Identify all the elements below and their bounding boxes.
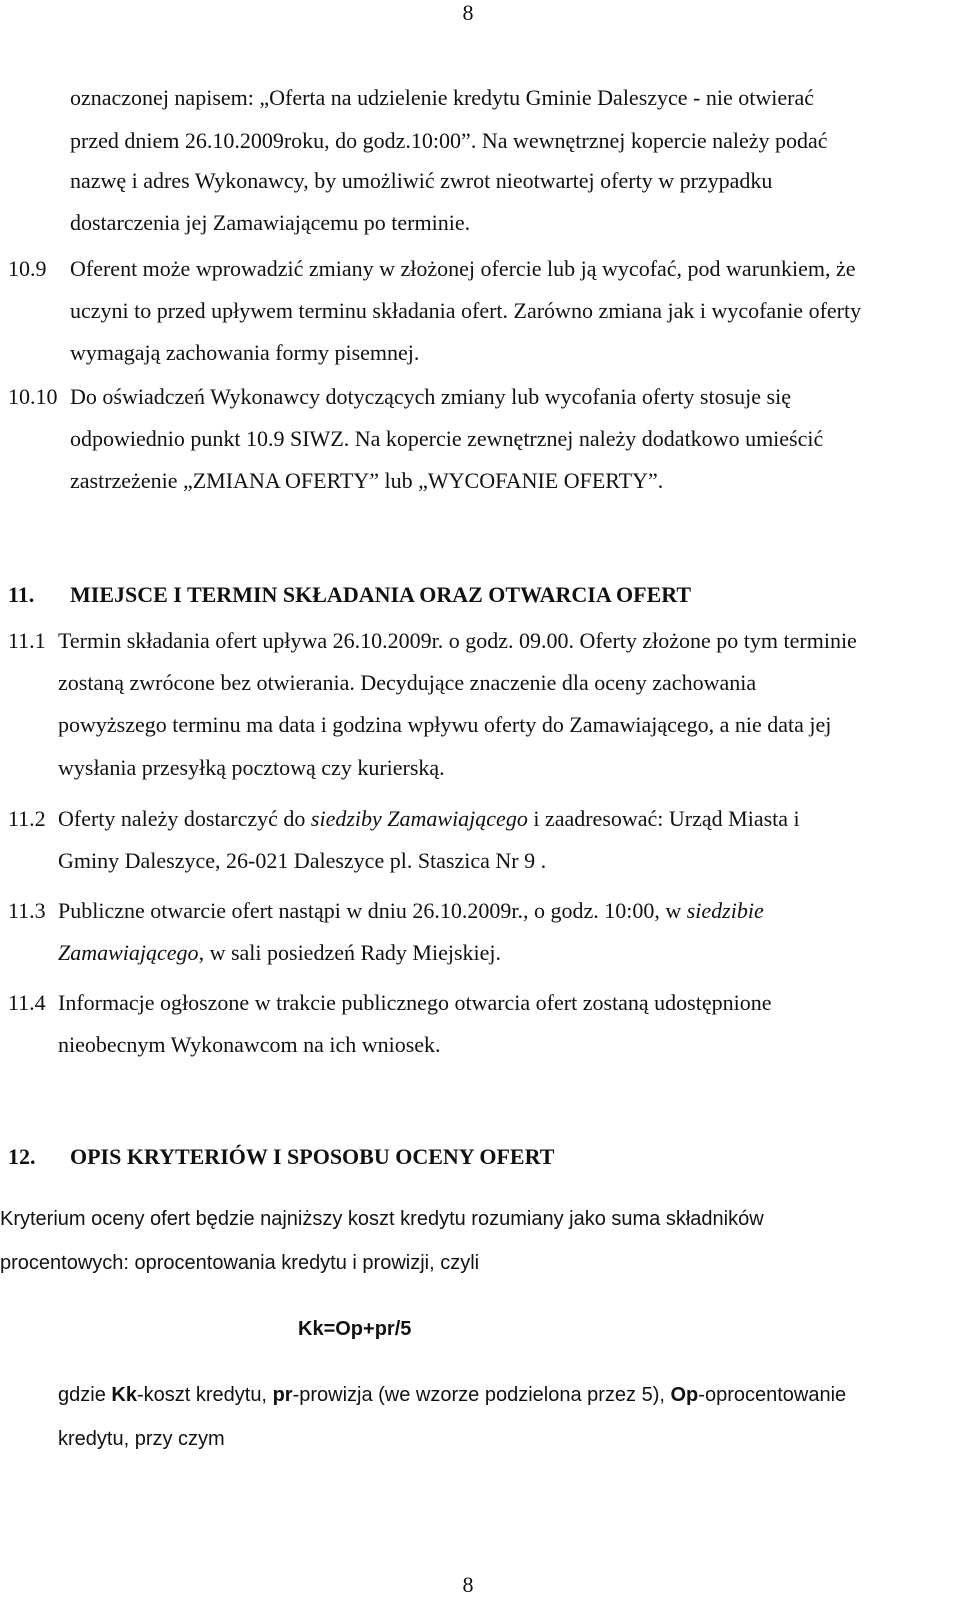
s11-3-line-1 [58, 898, 764, 924]
heading-12-number: 12. [8, 1144, 36, 1169]
intro-line-1 [70, 85, 938, 111]
s11-1-line-1: Termin składania ofert upływa 26.10.2009r. o godz. 09.00. Oferty złożone po tym terminie [58, 628, 857, 653]
symbol-pr: pr [272, 1384, 293, 1406]
text: Oferty należy dostarczyć do [58, 806, 311, 831]
intro-line-3: nazwę i adres Wykonawcy, by umożliwić zwrot nieotwartej oferty w przypadku [70, 168, 773, 193]
section-number-11-4: 11.4 [8, 990, 46, 1015]
text: Publiczne otwarcie ofert nastąpi w dniu 26.10.2009r., o godz. 10:00, w [58, 898, 687, 923]
criteria-last-line: kredytu, przy czym [58, 1428, 225, 1450]
italic-text: siedzibie [686, 898, 764, 923]
text: oznaczonej napisem: „Oferta na udzielenie kredytu Gminie Daleszyce - nie otwierać [70, 85, 814, 110]
section-number-11-2: 11.2 [8, 806, 46, 831]
s11-2-line-2: Gminy Daleszyce, 26-021 Daleszyce pl. Staszica Nr 9 . [58, 848, 547, 873]
s10-9-line-2: uczyni to przed upływem terminu składania ofert. Zarówno zmiana jak i wycofanie oferty [70, 298, 862, 323]
s11-4-line-1: Informacje ogłoszone w trakcie publicznego otwarcia ofert zostaną udostępnione [58, 990, 772, 1015]
s11-3-line-2 [58, 940, 501, 966]
intro-line-4: dostarczenia jej Zamawiającemu po terminie. [70, 210, 471, 235]
text: -oprocentowanie [698, 1384, 847, 1406]
formula: Kk=Op+pr/5 [298, 1318, 412, 1340]
text: gdzie [58, 1384, 112, 1406]
symbol-kk: Kk [111, 1384, 137, 1406]
italic-text: siedziby Zamawiającego [310, 806, 528, 831]
heading-12-title: OPIS KRYTERIÓW I SPOSOBU OCENY OFERT [70, 1144, 555, 1169]
s10-9-line-3: wymagają zachowania formy pisemnej. [70, 340, 420, 365]
s11-4-line-2: nieobecnym Wykonawcom na ich wniosek. [58, 1032, 441, 1057]
page-number-top: 8 [462, 0, 474, 25]
symbol-op: Op [670, 1384, 699, 1406]
s11-1-line-2: zostaną zwrócone bez otwierania. Decydujące znaczenie dla oceny zachowania [58, 670, 757, 695]
s11-1-line-3: powyższego terminu ma data i godzina wpływu oferty do Zamawiającego, a nie data jej [58, 712, 832, 737]
criteria-where-line [58, 1384, 846, 1407]
s10-10-line-2: odpowiednio punkt 10.9 SIWZ. Na kopercie zewnętrznej należy dodatkowo umieścić [70, 426, 824, 451]
s10-10-line-3: zastrzeżenie „ZMIANA OFERTY” lub „WYCOFANIE OFERTY”. [70, 468, 664, 493]
page-number-bottom: 8 [462, 1572, 474, 1597]
text: , w sali posiedzeń Rady Miejskiej. [198, 940, 502, 965]
text: -koszt kredytu, [136, 1384, 273, 1406]
s11-2-line-1 [58, 806, 800, 832]
s10-10-line-1: Do oświadczeń Wykonawcy dotyczących zmiany lub wycofania oferty stosuje się [70, 384, 791, 409]
s11-1-line-4: wysłania przesyłką pocztową czy kurierską. [58, 755, 445, 780]
heading-11-title: MIEJSCE I TERMIN SKŁADANIA ORAZ OTWARCIA OFERT [70, 582, 692, 607]
section-number-11-3: 11.3 [8, 898, 46, 923]
criteria-line-1: Kryterium oceny ofert będzie najniższy koszt kredytu rozumiany jako suma składników [0, 1208, 764, 1230]
italic-text: Zamawiającego [58, 940, 199, 965]
section-number-10-10: 10.10 [8, 384, 58, 409]
text: i zaadresować: Urząd Miasta i [527, 806, 800, 831]
criteria-line-2: procentowych: oprocentowania kredytu i prowizji, czyli [0, 1252, 480, 1274]
section-number-10-9: 10.9 [8, 256, 47, 281]
section-number-11-1: 11.1 [8, 628, 46, 653]
intro-line-2: przed dniem 26.10.2009roku, do godz.10:00”. Na wewnętrznej kopercie należy podać [70, 128, 828, 153]
text: -prowizja (we wzorze podzielona przez 5), [292, 1384, 671, 1406]
heading-11-number: 11. [8, 582, 35, 607]
s10-9-line-1: Oferent może wprowadzić zmiany w złożonej ofercie lub ją wycofać, pod warunkiem, że [70, 256, 856, 281]
